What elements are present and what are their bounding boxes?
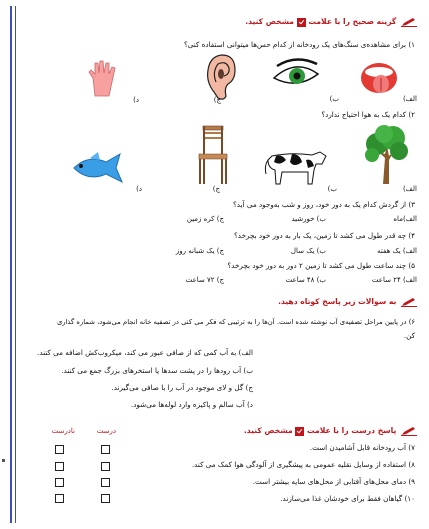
q6-step-b: ب) آب رودها را در پشت سدها یا استخرهای بزرگ جمع می کنند.	[61, 366, 253, 375]
q6-step-a: الف) به آب کمی که از صافی عبور می کند، میکروب‌کش اضافه می کنند.	[37, 348, 253, 357]
q10-true-checkbox[interactable]	[101, 494, 110, 503]
q2-option-b[interactable]: ب)	[327, 185, 337, 193]
q10-false-checkbox[interactable]	[55, 494, 64, 503]
q1-option-b[interactable]: ب)	[329, 95, 339, 103]
question-3: ۳) از گردش کدام یک به دور خود، روز و شب به‌وجود می آید؟	[232, 200, 415, 209]
q9-true-checkbox[interactable]	[101, 478, 110, 487]
question-10: ۱۰) گیاهان فقط برای خودشان غذا می‌سازند.	[280, 494, 415, 503]
section1-header	[245, 17, 417, 27]
q2-option-a[interactable]: الف)	[402, 185, 417, 193]
section1-header-text: گزینه صحیح را با علامت	[308, 17, 397, 26]
question-1: ۱) برای مشاهده‌ی سنگ‌های یک رودخانه از کدام حس‌ها میتوانی استفاده کنی؟	[183, 40, 415, 49]
pencil-icon	[401, 426, 417, 436]
q1-option-d[interactable]: د)	[133, 96, 139, 104]
page-border-rail-inner	[15, 6, 16, 523]
worksheet	[20, 6, 421, 523]
cow-icon[interactable]	[262, 146, 328, 186]
tree-icon[interactable]	[361, 124, 411, 186]
checkbox-checked-icon	[295, 427, 304, 436]
question-4: ۴) چه قدر طول می کشد تا زمین، یک بار به دور خود بچرخد؟	[233, 231, 415, 240]
section2-header-text: به سوالات زیر پاسخ کوتاه دهید.	[278, 297, 397, 306]
pencil-icon	[401, 17, 417, 27]
q1-option-a[interactable]: الف)	[402, 95, 417, 103]
q1-option-c[interactable]: ج)	[213, 96, 221, 104]
question-7: ۷) آب رودخانه قابل آشامیدن است.	[309, 443, 415, 452]
q8-true-checkbox[interactable]	[101, 462, 110, 471]
margin-dot	[2, 459, 5, 462]
question-8: ۸) استفاده از وسایل نقلیه عمومی به پیشگیری از آلودگی هوا کمک می کند.	[191, 460, 415, 469]
checkbox-checked-icon	[297, 18, 306, 27]
question-6-line1: ۶) در پایین مراحل تصفیه‌ی آب نوشته شده است. آن‌ها را به ترتیبی که فکر می کنی در تصفیه خانه انجام می‌شود، شماره گذاری	[56, 318, 415, 326]
section3-header-text: پاسخ درست را با علامت	[306, 426, 397, 435]
pencil-icon	[401, 297, 417, 307]
page-border-rail	[10, 6, 12, 523]
q2-option-c[interactable]: ج)	[212, 185, 220, 193]
q5-option-b[interactable]: ب) ۴۸ ساعت	[285, 276, 326, 284]
q4-option-a[interactable]: الف) یک هفته	[377, 247, 417, 255]
question-2: ۲) کدام یک به هوا احتیاج ندارد؟	[321, 110, 415, 119]
fish-icon[interactable]	[70, 152, 126, 186]
question-6-line2: کن.	[403, 331, 415, 340]
q3-option-b[interactable]: ب) خورشید	[291, 215, 326, 223]
q7-true-checkbox[interactable]	[101, 445, 110, 454]
section1-header-suffix: مشخص کنید.	[245, 17, 294, 26]
q7-false-checkbox[interactable]	[55, 445, 64, 454]
section3-header-suffix: مشخص کنید.	[243, 426, 293, 435]
q6-step-c: ج) گل و لای موجود در آب را با صافی می‌گیرند.	[111, 383, 253, 392]
q5-option-c[interactable]: ج) ۷۲ ساعت	[185, 276, 224, 284]
q6-step-d: د) آب سالم و پاکیزه وارد لوله‌ها می‌شود.	[130, 400, 253, 409]
q5-option-a[interactable]: الف) ۲۴ ساعت	[371, 276, 417, 284]
ear-icon[interactable]	[204, 52, 238, 102]
eye-icon[interactable]	[271, 56, 321, 96]
question-9: ۹) دمای محل‌های آفتابی از محل‌های سایه بیشتر است.	[252, 477, 415, 486]
q2-option-d[interactable]: د)	[136, 185, 142, 193]
chair-icon[interactable]	[197, 124, 231, 186]
question-5: ۵) چند ساعت طول می کشد تا زمین ۲ دور به دور خود بچرخد؟	[227, 261, 415, 270]
column-false-header: نادرست	[51, 427, 75, 435]
column-true-header: درست	[96, 427, 116, 435]
q8-false-checkbox[interactable]	[55, 462, 64, 471]
q3-option-a[interactable]: الف)ماه	[393, 215, 417, 223]
section3-header	[244, 426, 417, 436]
tongue-icon[interactable]	[359, 58, 399, 100]
q4-option-c[interactable]: ج) یک شبانه روز	[175, 247, 224, 255]
section2-header	[278, 297, 417, 307]
q3-option-c[interactable]: ج) کره زمین	[186, 215, 224, 223]
q4-option-b[interactable]: ب) یک سال	[290, 247, 326, 255]
hand-icon[interactable]	[85, 58, 121, 98]
q9-false-checkbox[interactable]	[55, 478, 64, 487]
